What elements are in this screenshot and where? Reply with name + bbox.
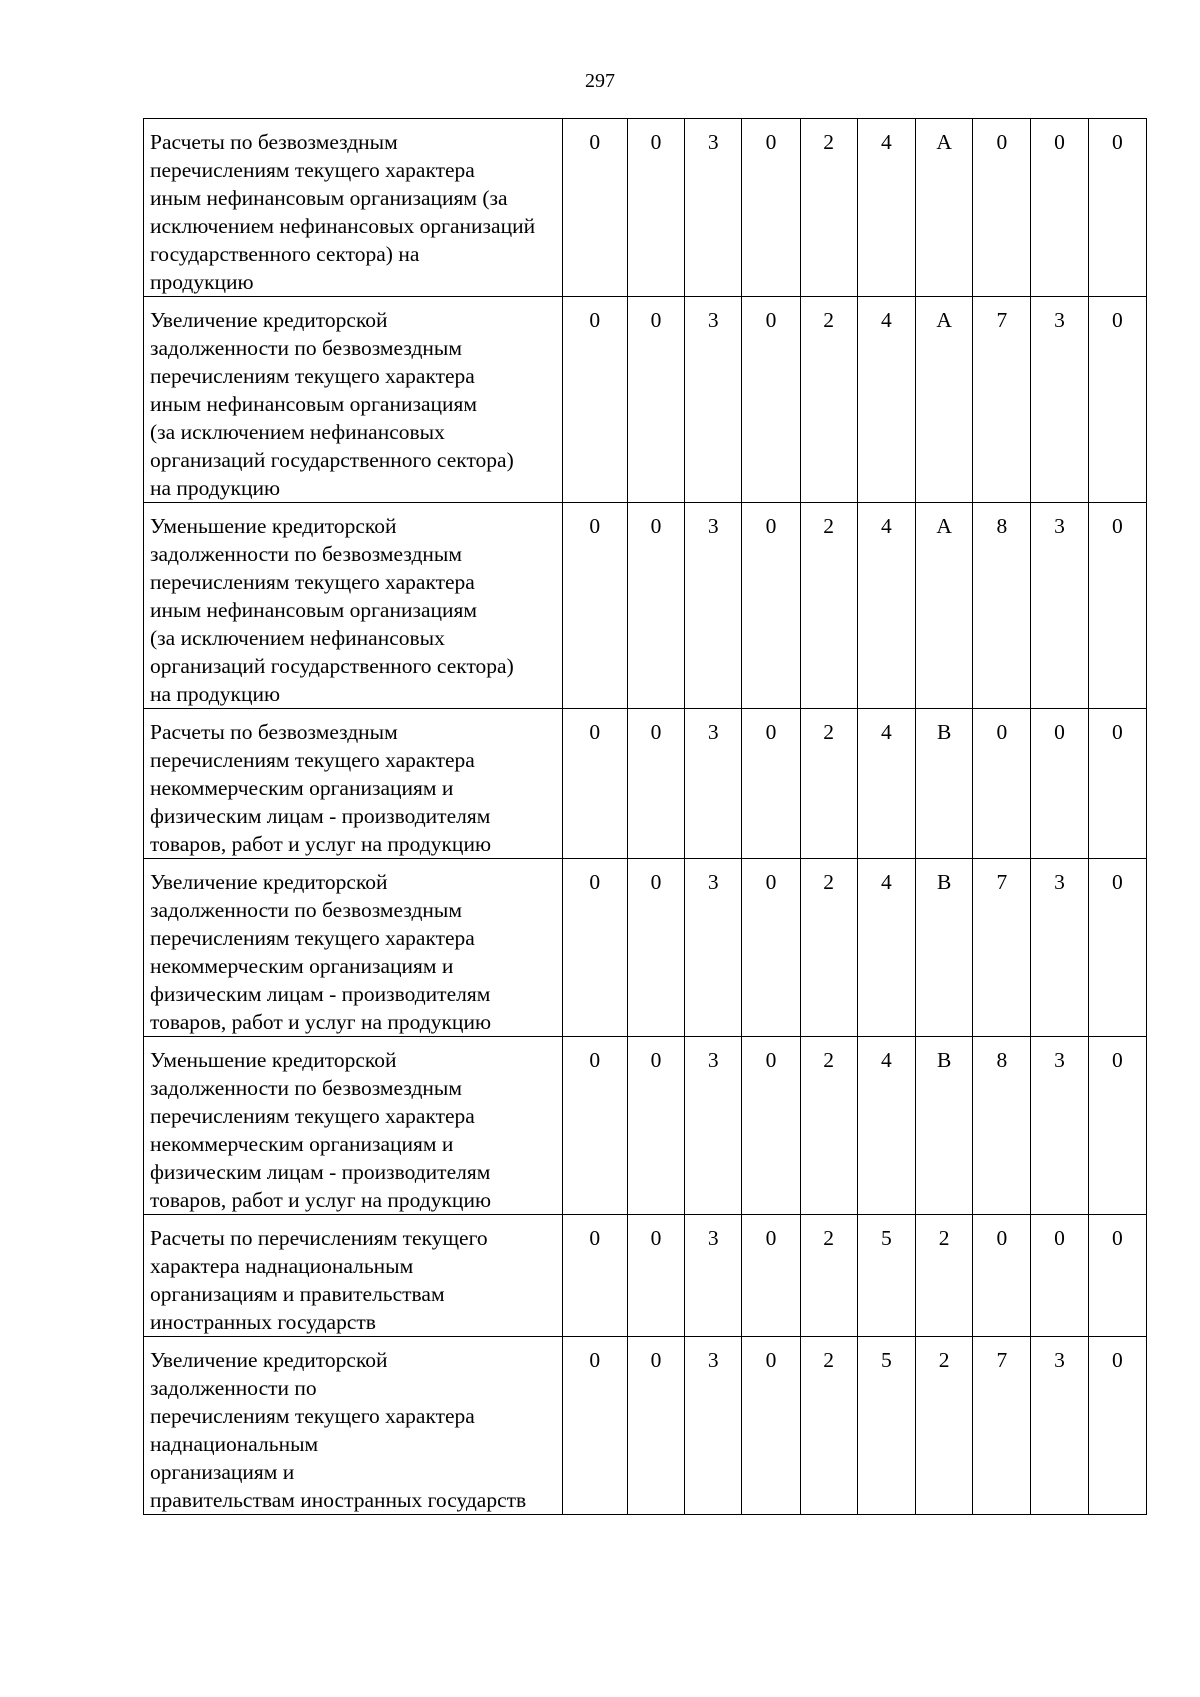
code-digit-cell: 0 [742,1037,800,1215]
code-digit-cell: 3 [1031,297,1088,503]
row-description: Расчеты по безвозмездным перечислениям текущего характера иным нефинансовым организациям (за исключением нефинансовых организаций государственного сектора) на продукцию [144,119,563,297]
code-digit-cell: 2 [916,1337,973,1515]
table-row [144,859,1147,1037]
code-digit-cell: 0 [562,297,627,503]
code-digit-cell: 0 [973,1215,1031,1337]
code-digit-cell: 2 [800,1037,857,1215]
table-row [144,709,1147,859]
code-digit-cell: 3 [1031,1037,1088,1215]
code-digit-cell: 3 [1031,859,1088,1037]
code-digit-cell: 7 [973,297,1031,503]
code-digit-cell: B [916,709,973,859]
code-digit-cell: 0 [1088,1337,1146,1515]
code-digit-cell: 0 [742,1215,800,1337]
code-digit-cell: 0 [562,1037,627,1215]
code-digit-cell: A [916,503,973,709]
code-digit-cell: 0 [1088,709,1146,859]
code-digit-cell: 0 [562,709,627,859]
code-digit-cell: 2 [800,859,857,1037]
row-description: Увеличение кредиторской задолженности по безвозмездным перечислениям текущего характера некоммерческим организациям и физическим лицам - производителям товаров, работ и услуг на продукцию [144,859,563,1037]
row-description: Уменьшение кредиторской задолженности по безвозмездным перечислениям текущего характера некоммерческим организациям и физическим лицам - производителям товаров, работ и услуг на продукцию [144,1037,563,1215]
code-digit-cell: 3 [1031,1337,1088,1515]
code-digit-cell: 0 [1031,119,1088,297]
code-digit-cell: A [916,119,973,297]
code-digit-cell: 0 [1031,709,1088,859]
code-digit-cell: 0 [627,297,684,503]
code-digit-cell: 2 [800,709,857,859]
code-digit-cell: 0 [1088,1037,1146,1215]
code-digit-cell: 3 [685,297,742,503]
code-digit-cell: 8 [973,503,1031,709]
code-digit-cell: 0 [627,1215,684,1337]
code-digit-cell: 3 [685,1037,742,1215]
code-digit-cell: 0 [627,1337,684,1515]
code-digit-cell: 0 [627,1037,684,1215]
code-digit-cell: 4 [857,709,915,859]
code-digit-cell: 0 [973,119,1031,297]
table-body [144,119,1147,1515]
code-digit-cell: B [916,859,973,1037]
code-digit-cell: 0 [742,1337,800,1515]
code-digit-cell: 7 [973,1337,1031,1515]
code-digit-cell: B [916,1037,973,1215]
table-row [144,1337,1147,1515]
code-digit-cell: 0 [562,1337,627,1515]
code-digit-cell: 4 [857,297,915,503]
row-description: Расчеты по безвозмездным перечислениям текущего характера некоммерческим организациям и физическим лицам - производителям товаров, работ и услуг на продукцию [144,709,563,859]
table-row [144,297,1147,503]
code-digit-cell: 2 [800,1215,857,1337]
code-digit-cell: 0 [1088,859,1146,1037]
account-codes-table [143,118,1147,1515]
code-digit-cell: 3 [685,1337,742,1515]
table-row [144,1037,1147,1215]
code-digit-cell: 0 [742,297,800,503]
code-digit-cell: 0 [742,119,800,297]
code-digit-cell: 5 [857,1337,915,1515]
code-digit-cell: 2 [800,119,857,297]
code-digit-cell: 4 [857,119,915,297]
code-digit-cell: 0 [562,1215,627,1337]
code-digit-cell: 0 [1088,119,1146,297]
row-description: Уменьшение кредиторской задолженности по безвозмездным перечислениям текущего характера иным нефинансовым организациям (за исключением нефинансовых организаций государственного сектора) на продукцию [144,503,563,709]
code-digit-cell: 3 [685,1215,742,1337]
code-digit-cell: 0 [742,859,800,1037]
code-digit-cell: 3 [685,709,742,859]
row-description: Расчеты по перечислениям текущего характера наднациональным организациям и правительствам иностранных государств [144,1215,563,1337]
row-description: Увеличение кредиторской задолженности по перечислениям текущего характера наднациональным организациям и правительствам иностранных государств [144,1337,563,1515]
code-digit-cell: 0 [742,503,800,709]
code-digit-cell: 2 [800,1337,857,1515]
code-digit-cell: 0 [742,709,800,859]
code-digit-cell: 4 [857,1037,915,1215]
code-digit-cell: 0 [1088,1215,1146,1337]
code-digit-cell: 3 [1031,503,1088,709]
code-digit-cell: 3 [685,503,742,709]
code-digit-cell: 2 [916,1215,973,1337]
code-digit-cell: A [916,297,973,503]
code-digit-cell: 2 [800,297,857,503]
code-digit-cell: 4 [857,503,915,709]
code-digit-cell: 7 [973,859,1031,1037]
code-digit-cell: 3 [685,119,742,297]
code-digit-cell: 3 [685,859,742,1037]
code-digit-cell: 0 [627,709,684,859]
code-digit-cell: 0 [562,503,627,709]
code-digit-cell: 4 [857,859,915,1037]
row-description: Увеличение кредиторской задолженности по безвозмездным перечислениям текущего характера иным нефинансовым организациям (за исключением нефинансовых организаций государственного сектора) на продукцию [144,297,563,503]
code-digit-cell: 2 [800,503,857,709]
code-digit-cell: 8 [973,1037,1031,1215]
code-digit-cell: 0 [562,859,627,1037]
table-row [144,503,1147,709]
page-number: 297 [585,70,615,92]
table-row [144,119,1147,297]
code-digit-cell: 0 [562,119,627,297]
code-digit-cell: 0 [1088,503,1146,709]
code-digit-cell: 5 [857,1215,915,1337]
code-digit-cell: 0 [627,859,684,1037]
code-digit-cell: 0 [627,119,684,297]
code-digit-cell: 0 [1088,297,1146,503]
code-digit-cell: 0 [627,503,684,709]
code-digit-cell: 0 [973,709,1031,859]
code-digit-cell: 0 [1031,1215,1088,1337]
table-row [144,1215,1147,1337]
